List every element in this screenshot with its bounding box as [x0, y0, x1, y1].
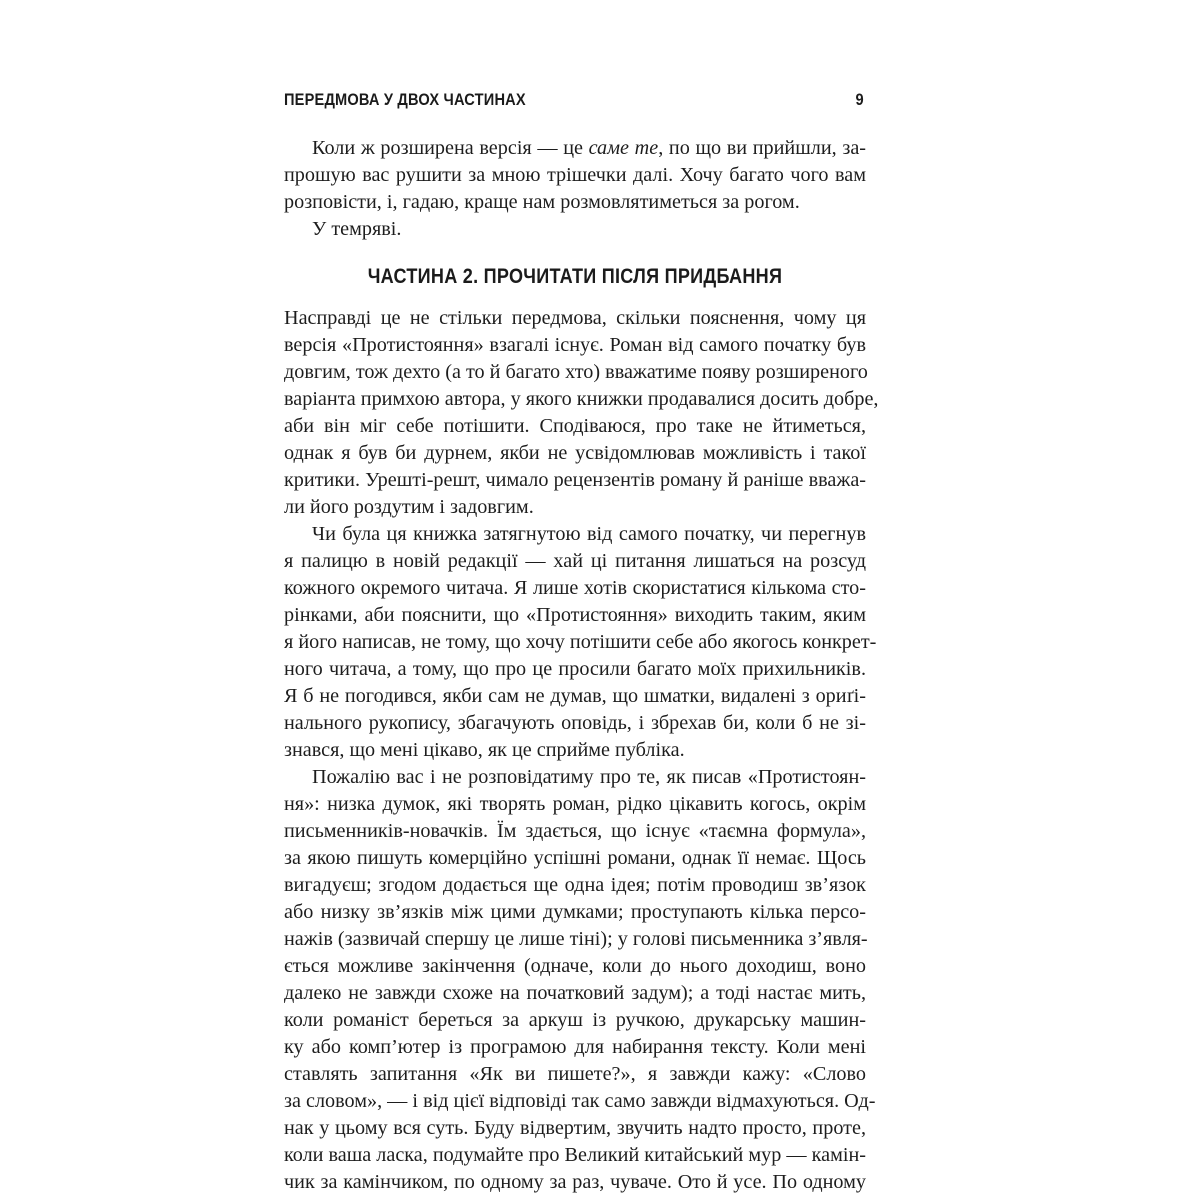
text-line: однак я був би дурнем, якби не усвідомлював можливість і такої	[284, 442, 866, 464]
text-line: У темряві.	[312, 218, 402, 240]
text-line: ли його роздутим і задовгим.	[284, 496, 534, 518]
text-line: ється можливе закінчення (одначе, коли до нього доходиш, воно	[284, 955, 866, 977]
text-line: письменників-новачків. Їм здається, що існує «таємна формула»,	[284, 820, 866, 842]
text-line: за якою пишуть комерційно успішні романи, однак її немає. Щось	[284, 847, 866, 869]
text-line: далеко не завжди схоже на початковий задум); а тоді настає мить,	[284, 982, 866, 1004]
text-line: нального рукопису, збагачують оповідь, і збрехав би, коли б не зі-	[284, 712, 866, 734]
text-line: я палицю в новій редакції — хай ці питання лишаться на розсуд	[284, 550, 866, 572]
text-line: нак у цьому вся суть. Буду відвертим, звучить надто просто, проте,	[284, 1117, 866, 1139]
text-line: знався, що мені цікаво, як це сприйме публіка.	[284, 739, 685, 761]
text-line: розповісти, і, гадаю, краще нам розмовлятиметься за рогом.	[284, 191, 800, 213]
section-heading	[284, 262, 866, 292]
text-line: нажів (зазвичай спершу це лише тіні); у голові письменника з’явля-	[284, 928, 868, 950]
text-fragment: Коли ж розширена версія — це	[312, 137, 589, 159]
text-line: кожного окремого читача. Я лише хотів скористатися кількома сто-	[284, 577, 866, 599]
text-line: Пожалію вас і не розповідатиму про те, як писав «Протистоян-	[312, 766, 866, 788]
text-line: вигадуєш; згодом додається ще одна ідея; потім проводиш зв’язок	[284, 874, 866, 896]
text-line: коли романіст береться за аркуш із ручкою, друкарську машин-	[284, 1009, 866, 1031]
text-line: чик за камінчиком, по одному за раз, чуваче. Ото й усе. По одному	[284, 1171, 866, 1193]
text-line: варіанта примхою автора, у якого книжки продавалися досить добре,	[284, 388, 879, 410]
text-line: прошую вас рушити за мною трішечки далі. Хочу багато чого вам	[284, 164, 866, 186]
text-line: коли ваша ласка, подумайте про Великий китайський мур — камін-	[284, 1144, 866, 1166]
text-line: рінками, аби пояснити, що «Протистояння» виходить таким, яким	[284, 604, 866, 626]
emphasis-text: саме те	[588, 137, 659, 159]
section-heading-text: ЧАСТИНА 2. ПРОЧИТАТИ ПІСЛЯ ПРИДБАННЯ	[367, 265, 783, 288]
text-line: довгим, тож дехто (а то й багато хто) вважатиме появу розширеного	[284, 361, 868, 383]
text-line: або низку зв’язків між цими думками; проступають кілька персо-	[284, 901, 866, 923]
text-line: аби він міг себе потішити. Сподіваюся, про таке не йтиметься,	[284, 415, 866, 437]
text-fragment: , по що ви прийшли, за-	[658, 137, 867, 159]
text-line: Я б не погодився, якби сам не думав, що шматки, видалені з ориґі-	[284, 685, 866, 707]
text-line: Насправді це не стільки передмова, скільки пояснення, чому ця	[284, 307, 866, 329]
text-line: ня»: низка думок, які творять роман, рідко цікавить когось, окрім	[284, 793, 866, 815]
running-head	[284, 88, 864, 114]
text-line: критики. Урешті-решт, чимало рецензентів роману й раніше вважа-	[284, 469, 866, 491]
text-line: Чи була ця книжка затягнутою від самого початку, чи перегнув	[312, 523, 866, 545]
text-line: версія «Протистояння» взагалі існує. Роман від самого початку був	[284, 334, 866, 356]
text-line: ного читача, а тому, що про це просили багато моїх прихильників.	[284, 658, 866, 680]
page-number: 9	[855, 90, 864, 109]
text-line	[312, 135, 866, 162]
text-line: ку або комп’ютер із програмою для набирання тексту. Коли мені	[284, 1036, 866, 1058]
running-head-title: ПЕРЕДМОВА У ДВОХ ЧАСТИНАХ	[284, 90, 526, 109]
text-line: ставлять запитання «Як ви пишете?», я завжди кажу: «Слово	[284, 1063, 866, 1085]
text-line: я його написав, не тому, що хочу потішити себе або якогось конкрет-	[284, 631, 877, 653]
text-line: за словом», — і від цієї відповіді так само завжди відмахуються. Од-	[284, 1090, 876, 1112]
